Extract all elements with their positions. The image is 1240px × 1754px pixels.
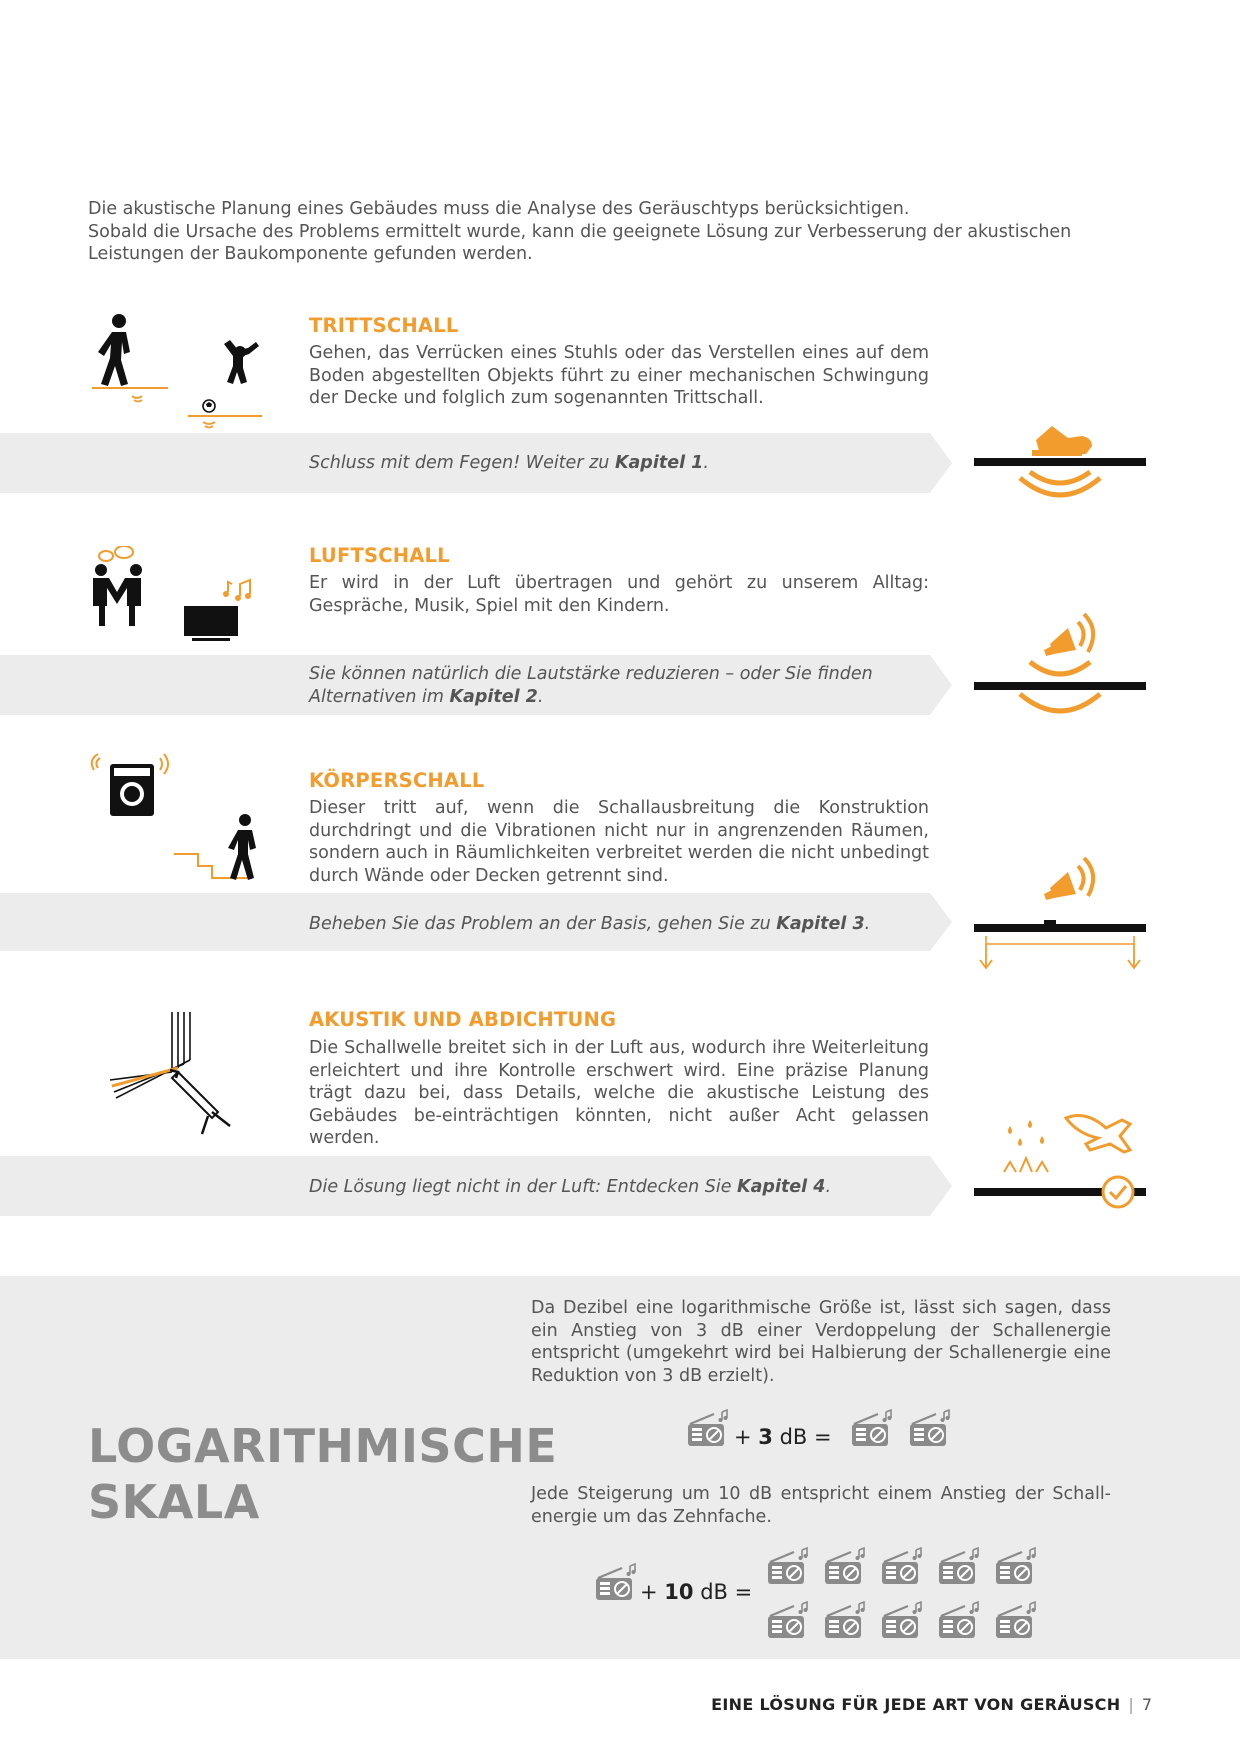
log-paragraph-2: Jede Steigerung um 10 dB entspricht einem Anstieg der Schall-energie um das Zehnfache. xyxy=(531,1484,1111,1527)
chapter-link-suffix: . xyxy=(703,453,709,473)
log-title-line-1: LOGARITHMISCHE xyxy=(88,1419,558,1473)
chapter-link-text-1[interactable] xyxy=(309,452,929,475)
eq2-value: 10 xyxy=(664,1580,694,1604)
equation-10db xyxy=(640,1580,752,1604)
radio-icon xyxy=(821,1600,869,1642)
footer-title: EINE LÖSUNG FÜR JEDE ART VON GERÄUSCH xyxy=(711,1695,1121,1714)
radio-icon xyxy=(821,1546,869,1588)
log-title-line-2: SKALA xyxy=(88,1475,260,1529)
chapter-link-text-2[interactable] xyxy=(309,663,929,708)
radio-icon xyxy=(878,1600,926,1642)
section-title-trittschall: TRITTSCHALL xyxy=(309,314,459,337)
chapter-link-prefix: Schluss mit dem Fegen! Weiter zu xyxy=(309,453,615,473)
talking-people-and-tv-music-icon xyxy=(88,546,268,646)
chapter-link-prefix: Die Lösung liegt nicht in der Luft: Entdecken Sie xyxy=(309,1177,738,1197)
chapter-link-prefix: Beheben Sie das Problem an der Basis, gehen Sie zu xyxy=(309,914,777,934)
radio-icon xyxy=(935,1600,983,1642)
speaker-floor-waves-icon xyxy=(970,608,1150,718)
radio-icon xyxy=(684,1408,732,1450)
chapter-link-suffix: . xyxy=(864,914,871,934)
eq2-plus: + xyxy=(640,1580,665,1604)
chapter-4-link[interactable]: Kapitel 4 xyxy=(737,1177,826,1197)
radio-icon xyxy=(992,1546,1040,1588)
radio-icon xyxy=(592,1562,640,1604)
section-body-koerperschall: Dieser tritt auf, wenn die Schallausbreitung die Konstruktion durchdringt und die Vibrationen nicht nur in angrenzenden Räumen, sondern auch in Räumlichkeiten verbreitet werden die nicht unbedingt durch Wände oder Decken getrennt sind. xyxy=(309,798,929,886)
log-paragraph-1: Da Dezibel eine logarithmische Größe ist, lässt sich sagen, dass ein Anstieg von 3 dB einer Verdoppelung der Schallenergie entspricht (umgekehrt wird bei Halbierung der Schallenergie eine Reduktion von 3 dB erzielt). xyxy=(531,1298,1111,1386)
washing-machine-and-stairs-walker-icon xyxy=(88,750,268,890)
chapter-1-link[interactable]: Kapitel 1 xyxy=(614,453,704,473)
eq1-plus: + xyxy=(734,1425,759,1449)
chapter-3-link[interactable]: Kapitel 3 xyxy=(776,914,865,934)
intro-text xyxy=(88,198,1158,266)
radio-icon xyxy=(906,1408,954,1450)
radio-icon xyxy=(935,1546,983,1588)
radio-icon xyxy=(848,1408,896,1450)
section-title-luftschall: LUFTSCHALL xyxy=(309,544,450,567)
radio-grid-ten xyxy=(764,1546,1044,1650)
radio-icon xyxy=(992,1600,1040,1642)
radio-icon xyxy=(764,1600,812,1642)
intro-line-1: Die akustische Planung eines Gebäudes muss die Analyse des Geräuschtyps berücksichtigen. xyxy=(88,199,910,219)
walking-person-and-jumping-child-icon xyxy=(88,312,268,434)
equation-3db xyxy=(734,1425,832,1449)
footer-separator: | xyxy=(1128,1695,1134,1714)
radio-icon xyxy=(764,1546,812,1588)
chapter-link-suffix: . xyxy=(825,1177,832,1197)
water-airplane-sealed-floor-icon xyxy=(970,1106,1150,1216)
eq2-unit: dB = xyxy=(693,1580,753,1604)
section-body-trittschall: Gehen, das Verrücken eines Stuhls oder das Verstellen eines auf dem Boden abgestellten Objekts führt zu einer mechanischen Schwingung der Decke und folglich zum sogenannten Trittschall. xyxy=(309,343,929,408)
section-title-akustik-abdichtung: AKUSTIK UND ABDICHTUNG xyxy=(309,1008,617,1031)
log-scale-title xyxy=(88,1418,557,1530)
chapter-link-text-3[interactable] xyxy=(309,913,929,936)
chapter-link-suffix: . xyxy=(537,686,544,707)
chapter-link-prefix: Sie können natürlich die Lautstärke reduzieren – oder Sie finden Alternativen im xyxy=(309,664,873,707)
page-number: 7 xyxy=(1141,1695,1152,1714)
eq1-value: 3 xyxy=(758,1425,773,1449)
page-footer xyxy=(711,1695,1152,1714)
speaker-structure-flanking-icon xyxy=(970,856,1150,976)
eq1-unit: dB = xyxy=(772,1425,832,1449)
section-body-luftschall: Er wird in der Luft übertragen und gehört zu unserem Alltag: Gespräche, Musik, Spiel mit den Kindern. xyxy=(309,573,929,616)
caulking-gun-corner-icon xyxy=(100,1008,250,1136)
chapter-2-link[interactable]: Kapitel 2 xyxy=(449,686,538,707)
radio-icon xyxy=(878,1546,926,1588)
section-body-akustik-abdichtung: Die Schallwelle breitet sich in der Luft aus, wodurch ihre Weiterleitung erleichtert und ihre Kontrolle erschwert wird. Eine präzise Planung trägt dazu bei, dass Details, welche die akustische Leistung des Gebäudes be-einträchtigen könnten, nicht außer Acht gelassen werden. xyxy=(309,1038,929,1148)
chapter-link-text-4[interactable] xyxy=(309,1176,929,1199)
shoe-impact-floor-icon xyxy=(970,410,1150,510)
intro-line-2: Sobald die Ursache des Problems ermittelt wurde, kann die geeignete Lösung zur Verbesserung der akustischen Leistungen der Baukomponente gefunden werden. xyxy=(88,221,1072,264)
section-title-koerperschall: KÖRPERSCHALL xyxy=(309,769,485,792)
